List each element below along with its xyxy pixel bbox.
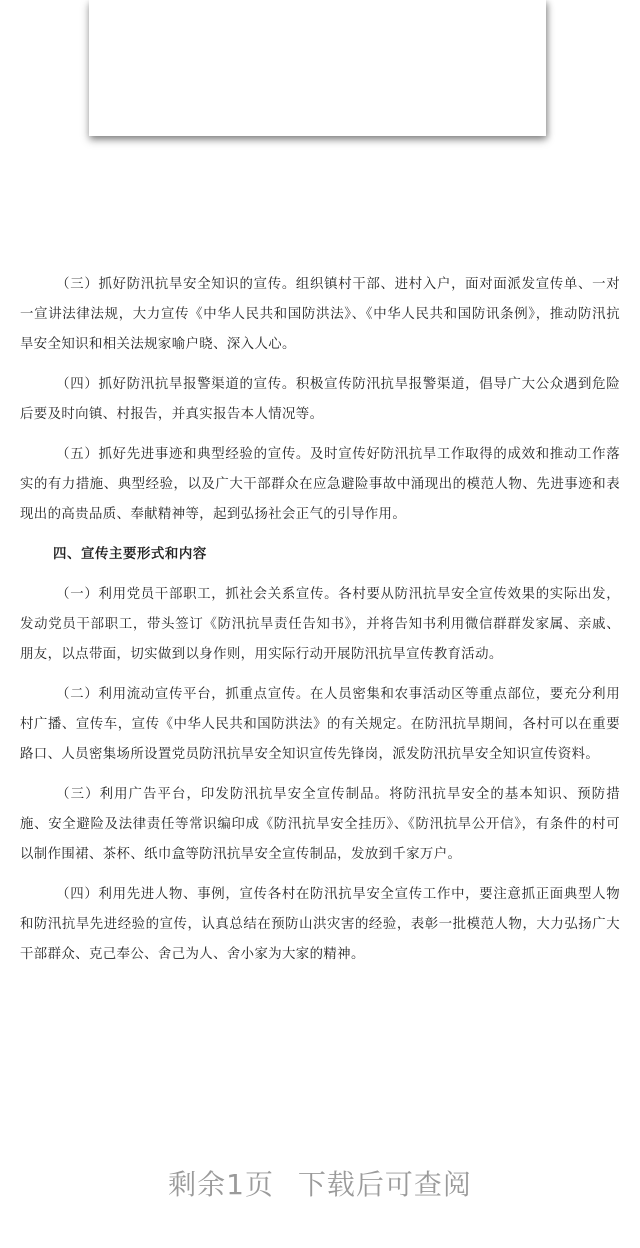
paragraph: （三）抓好防汛抗旱安全知识的宣传。组织镇村干部、进村入户，面对面派发宣传单、一对一宣讲法律法规，大力宣传《中华人民共和国防洪法》、《中华人民共和国防讯条例》，推动防汛抗旱安全知识和相关法规家喻户晓、深入人心。 bbox=[20, 277, 620, 352]
paragraph: （四）抓好防汛抗旱报警渠道的宣传。积极宣传防汛抗旱报警渠道，倡导广大公众遇到危险后要及时向镇、村报告，并真实报告本人情况等。 bbox=[20, 377, 620, 422]
previous-page-preview bbox=[89, 0, 546, 136]
paragraph: （五）抓好先进事迹和典型经验的宣传。及时宣传好防汛抗旱工作取得的成效和推动工作落实的有力措施、典型经验，以及广大干部群众在应急避险事故中涌现出的模范人物、先进事迹和表现出的高贵品质、奉献精神等，起到弘扬社会正气的引导作用。 bbox=[20, 447, 620, 522]
section-heading: 四、宣传主要形式和内容 bbox=[53, 547, 207, 562]
paragraph: （一）利用党员干部职工，抓社会关系宣传。各村要从防汛抗旱安全宣传效果的实际出发，发动党员干部职工，带头签订《防汛抗旱责任告知书》，并将告知书利用微信群群发家属、亲戚、朋友，以点带面，切实做到以身作则，用实际行动开展防汛抗旱宣传教育活动。 bbox=[20, 587, 620, 662]
paragraph: （三）利用广告平台，印发防汛抗旱安全宣传制品。将防汛抗旱安全的基本知识、预防措施、安全避险及法律责任等常识编印成《防汛抗旱安全挂历》、《防汛抗旱公开信》，有条件的村可以制作围裙、茶杯、纸巾盒等防汛抗旱安全宣传制品，发放到千家万户。 bbox=[20, 787, 620, 862]
document-body bbox=[0, 270, 640, 980]
paragraph: （二）利用流动宣传平台，抓重点宣传。在人员密集和农事活动区等重点部位，要充分利用村广播、宣传车，宣传《中华人民共和国防洪法》的有关规定。在防汛抗旱期间，各村可以在重要路口、人员密集场所设置党员防汛抗旱安全知识宣传先锋岗，派发防汛抗旱安全知识宣传资料。 bbox=[20, 687, 620, 762]
download-to-read-more-link[interactable]: 剩余1页 下载后可查阅 bbox=[168, 1168, 472, 1201]
paragraph: （四）利用先进人物、事例，宣传各村在防汛抗旱安全宣传工作中，要注意抓正面典型人物和防汛抗旱先进经验的宣传，认真总结在预防山洪灾害的经验，表彰一批模范人物，大力弘扬广大干部群众、克己奉公、舍己为人、舍小家为大家的精神。 bbox=[20, 887, 620, 962]
